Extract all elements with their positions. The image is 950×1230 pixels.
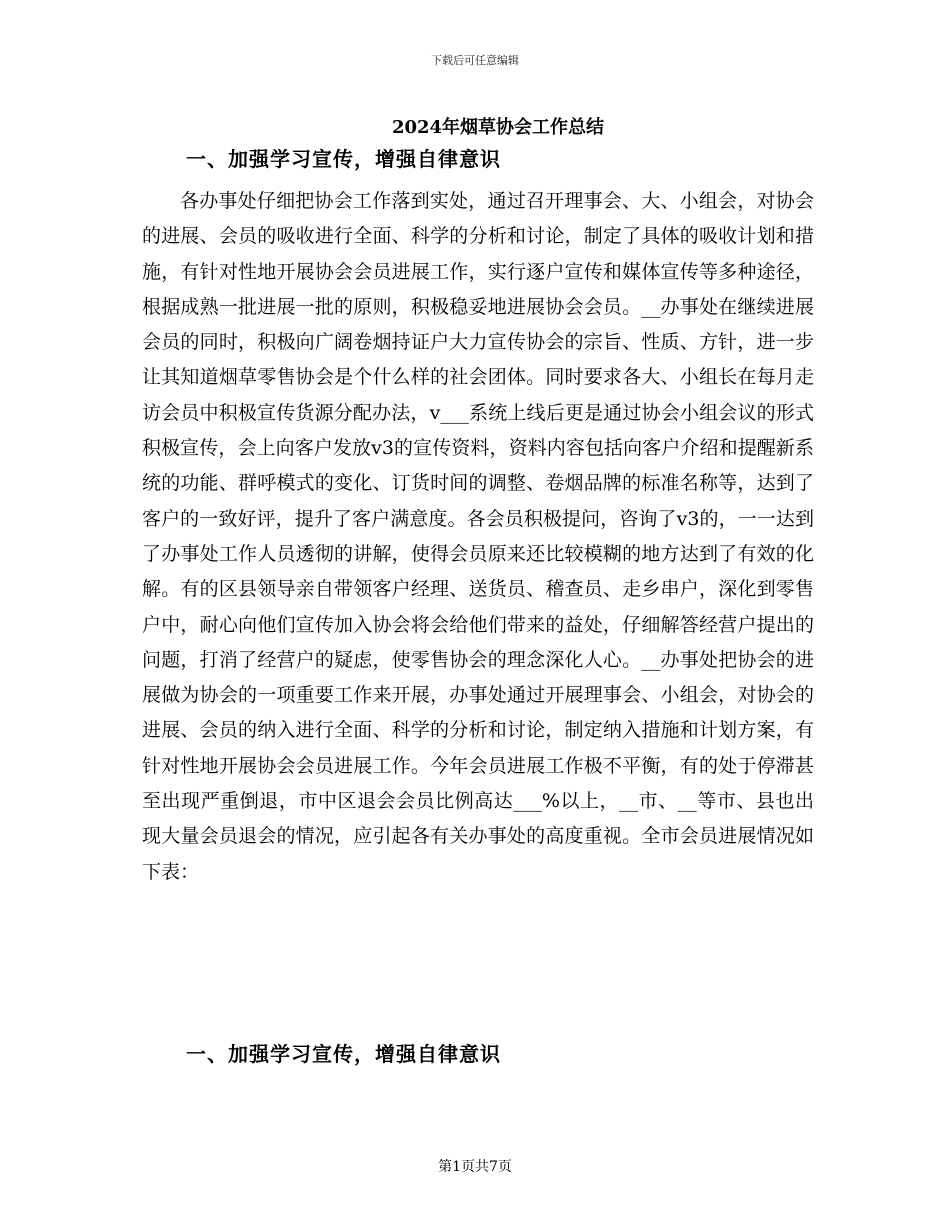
body-paragraph: 各办事处仔细把协会工作落到实处，通过召开理事会、大、小组会，对协会的进展、会员的吸收进行全面、科学的分析和讨论，制定了具体的吸收计划和措施，有针对性地开展协会会员进展工作，实行逐户宣传和媒体宣传等多种途径，根据成熟一批进展一批的原则，积极稳妥地进展协会会员。__办事处在继续进展会员的同时，积极向广阔卷烟持证户大力宣传协会的宗旨、性质、方针，进一步让其知道烟草零售协会是个什么样的社会团体。同时要求各大、小组长在每月走访会员中积极宣传货源分配办法，v___系统上线后更是通过协会小组会议的形式积极宣传，会上向客户发放v3的宣传资料，资料内容包括向客户介绍和提醒新系统的功能、群呼模式的变化、订货时间的调整、卷烟品牌的标准名称等，达到了客户的一致好评，提升了客户满意度。各会员积极提问，咨询了v3的，一一达到了办事处工作人员透彻的讲解，使得会员原来还比较模糊的地方达到了有效的化解。有的区县领导亲自带领客户经理、送货员、稽查员、走乡串户，深化到零售户中，耐心向他们宣传加入协会将会给他们带来的益处，仔细解答经营户提出的问题，打消了经营户的疑虑，使零售协会的理念深化人心。__办事处把协会的进展做为协会的一项重要工作来开展，办事处通过开展理事会、小组会，对协会的进展、会员的纳入进行全面、科学的分析和讨论，制定纳入措施和计划方案，有针对性地开展协会会员进展工作。今年会员进展工作极不平衡，有的处于停滞甚至出现严重倒退，市中区退会会员比例高达___%以上，__市、__等市、县也出现大量会员退会的情况，应引起各有关办事处的高度重视。全市会员进展情况如下表： [142, 190, 814, 883]
download-note: 下载后可任意编辑 [431, 54, 519, 67]
document-title: 2024年烟草协会工作总结 [391, 117, 605, 138]
page-number: 第1页共7页 [438, 1159, 512, 1175]
section-heading: 一、加强学习宣传，增强自律意识 [186, 147, 501, 171]
section-heading-repeat: 一、加强学习宣传，增强自律意识 [186, 1042, 501, 1066]
